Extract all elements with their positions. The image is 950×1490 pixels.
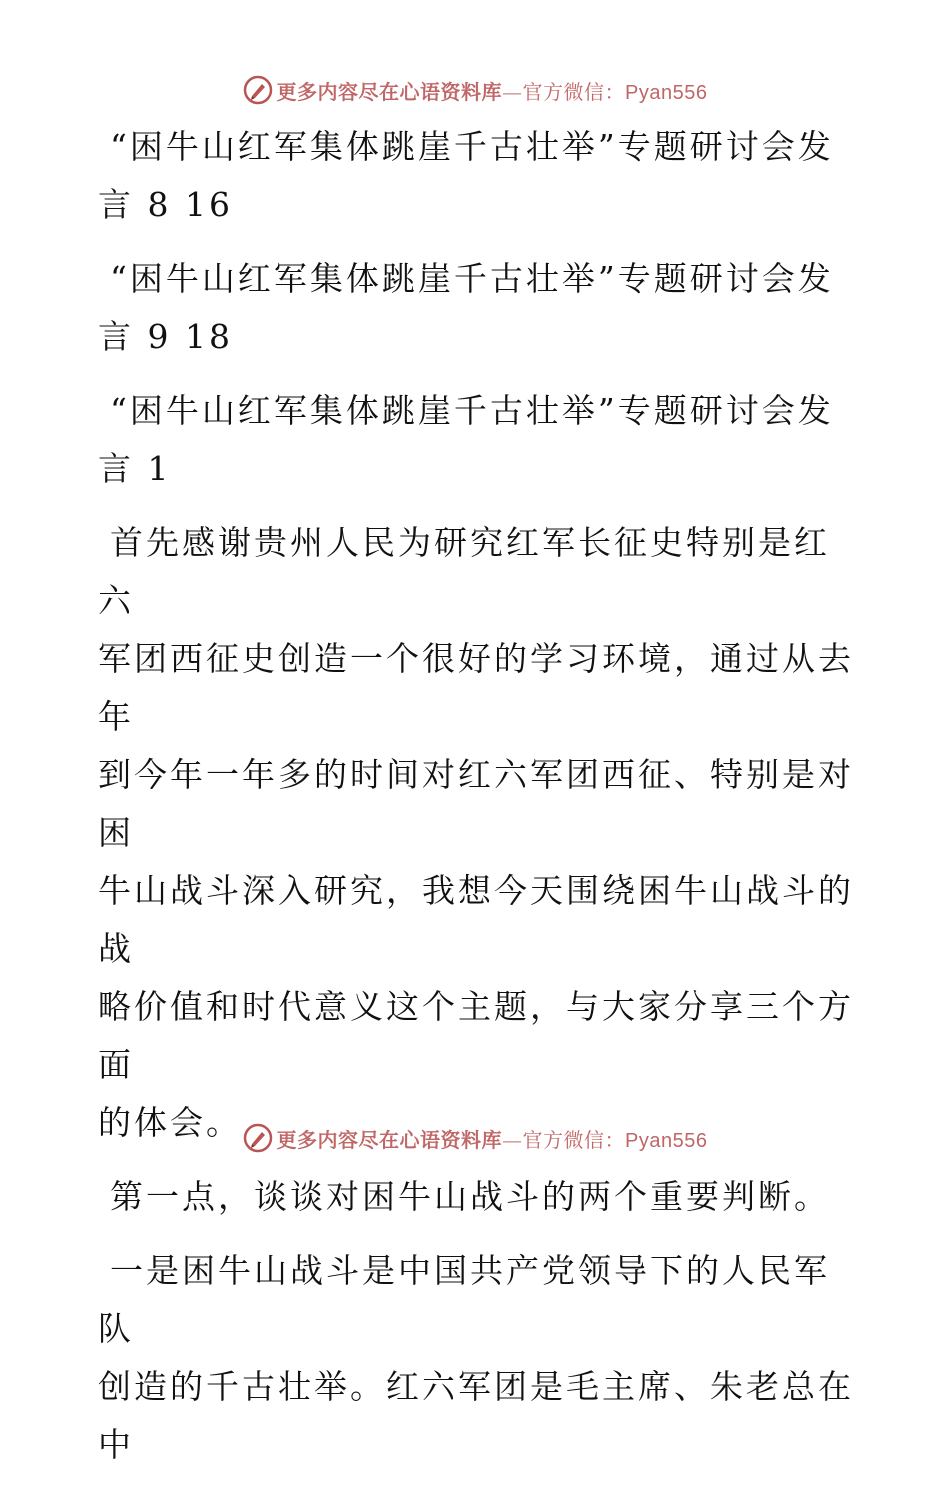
toc-entry: “困牛山红军集体跳崖千古壮举”专题研讨会发 言 1 [98,391,834,488]
banner-text: 更多内容尽在心语资料库—官方微信：Pyan556 [276,1127,708,1152]
toc-entry: “困牛山红军集体跳崖千古壮举”专题研讨会发 言 9 18 [98,259,834,356]
pen-logo-icon [243,75,273,105]
banner-text: 更多内容尽在心语资料库—官方微信：Pyan556 [276,79,708,104]
toc-entry: “困牛山红军集体跳崖千古壮举”专题研讨会发 言 8 16 [98,127,834,224]
body-paragraph: 第一点，谈谈对困牛山战斗的两个重要判断。 [110,1177,830,1216]
footer-banner [0,1118,950,1158]
header-banner [0,70,950,110]
pen-logo-icon [243,1123,273,1153]
body-paragraph: 首先感谢贵州人民为研究红军长征史特别是红六 军团西征史创造一个很好的学习环境，通过从去年 到今年一年多的时间对红六军团西征、特别是对困 牛山战斗深入研究，我想今天围绕困牛山战斗的战 略价值和时代意义这个主题，与大家分享三个方面 的体会。 [98,523,854,1142]
body-paragraph: 一是困牛山战斗是中国共产党领导下的人民军队 创造的千古壮举。红六军团是毛主席、朱老总在中 [98,1251,854,1464]
document-body [98,118,858,1490]
